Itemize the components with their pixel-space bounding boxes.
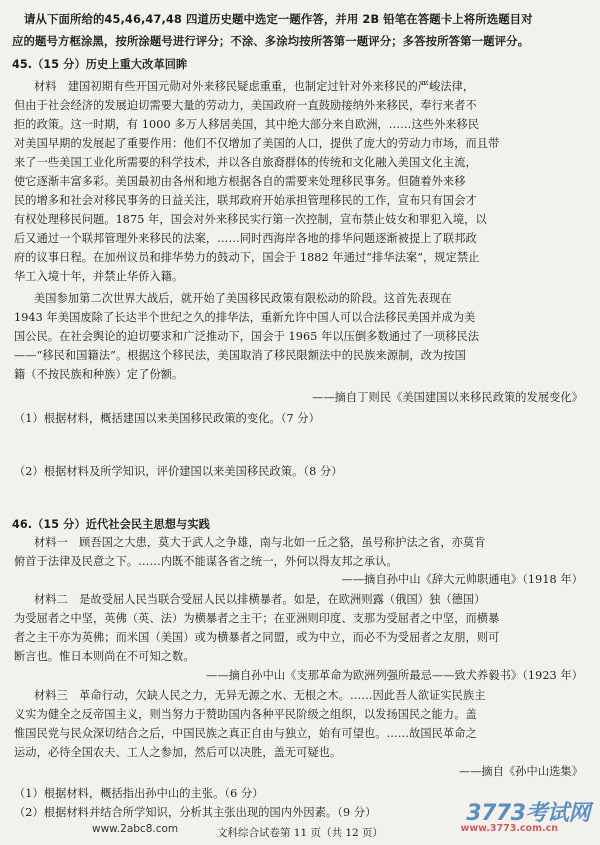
instruction-line-1: 请从下面所给的45,46,47,48 四道历史题中选定一题作答，并用 2B 铅笔在答题卡上将所选题目对 [24, 12, 533, 26]
q45-material-line: 有权处理移民问题。1875 年，国会对外来移民实行第一次控制，宣布禁止妓女和罪犯入境，以 [14, 213, 487, 226]
q45-question-2: （2）根据材料及所学知识，评价建国以来美国移民政策。（8 分） [14, 465, 343, 478]
q46-material-1-source: ——摘自孙中山《辞大元帅职通电》（1918 年） [341, 573, 583, 586]
q46-material-1-line: 材料一 顾吾国之大患，莫大于武人之争雄，南与北如一丘之貉，虽号称护法之省，亦莫肯 [34, 536, 486, 549]
q45-material-line: 对美国早期的发展起了重要作用：他们不仅增加了美国的人口，提供了庞大的劳动力市场，而且带 [14, 137, 500, 150]
q46-material-2-line: 者之主干亦为英佛；而米国（美国）或为横暴者之同盟，或为中立，而必不为受屈者之友朋，则可 [14, 631, 500, 644]
q46-question-2: （2）根据材料并结合所学知识，分析其主张出现的国内外因素。（9 分） [14, 806, 377, 819]
q46-material-1-line: 俯首于法律及民意之下。……内既不能谋各省之统一，外何以得友邦之承认。 [14, 555, 398, 568]
q46-material-3-source: ——摘自《孙中山选集》 [458, 765, 583, 778]
q45-material-line: 拒的政策。这一时期，有 1000 多万人移居美国，其中绝大部分来自欧洲，……这些外来移民 [14, 118, 480, 131]
q46-title: 46.（15 分）近代社会民主思想与实践 [12, 518, 210, 531]
q46-material-2-line: 材料二 是故受屈人民当联合受屈人民以排横暴者。如是，在欧洲则露（俄国）独（德国） [34, 593, 486, 606]
source-site-watermark: www.2abc8.com [92, 823, 179, 835]
q45-material-line: 材料 建国初期有些开国元勋对外来移民疑虑重重，也制定过针对外来移民的严峻法律， [34, 80, 475, 93]
q45-material-line: 华工入境十年，并禁止华侨入籍。 [14, 270, 184, 283]
q45-material-line: 1943 年美国废除了长达半个世纪之久的排华法，重新允许中国人可以合法移民美国并成为美 [14, 311, 476, 324]
q45-material-line: 美国参加第二次世界大战后，就开始了美国移民政策有限松动的阶段。这首先表现在 [34, 292, 452, 305]
exam-site-logo-watermark: 3773考试网 [466, 801, 590, 826]
q45-title: 45.（15 分）历史上重大改革回眸 [12, 58, 188, 71]
q45-material-line: 来了一些美国工业化所需要的科学技术，并以各自旅裔群体的传统和文化融入美国文化主流， [14, 156, 477, 169]
exam-site-url-watermark: www.3773.com.cn [460, 823, 558, 834]
instruction-line-2: 应的题号方框涂黑，按所涂题号进行评分；不涂、多涂均按所答第一题评分；多答按所答第一题评分。 [12, 34, 530, 48]
q45-material-line: 府的议事日程。在加州议员和排华势力的鼓动下，国会于 1882 年通过“排华法案”，规定禁止 [14, 251, 480, 264]
q45-material-line: 但由于社会经济的发展迫切需要大量的劳动力，美国政府一直鼓励接纳外来移民，奉行来者不 [14, 99, 477, 112]
q46-material-2-source: ——摘自孙中山《支那革命为欧洲列强所最忌——致犬养毅书》（1923 年） [206, 669, 583, 682]
q45-material-line: 使它逐渐丰富多彩。美国最初由各州和地方根据各自的需要来处理移民事务。但随着外来移 [14, 175, 466, 188]
q45-question-1: （1）根据材料，概括建国以来美国移民政策的变化。（7 分） [14, 412, 320, 425]
q45-source: ——摘自丁则民《美国建国以来移民政策的发展变化》 [312, 391, 583, 404]
q46-question-1: （1）根据材料，概括指出孙中山的主张。（6 分） [14, 787, 264, 800]
q46-material-2-line: 为受屈者之中坚，英佛（英、法）为横暴者之主干；在亚洲则印度、支那为受屈者之中坚，而横暴 [14, 612, 500, 625]
q45-material-line: 籍（不按民族和种族）定了份额。 [14, 368, 184, 381]
q45-material-line: ——“移民和国籍法”。根据这个移民法，美国取消了移民限额法中的民族来源制，改为按国 [14, 349, 466, 362]
q46-material-3-line: 义实为健全之反帝国主义，则当努力于赞助国内各种平民阶级之组织，以发扬国民之能力。盖 [14, 708, 477, 721]
q45-material-line: 后又通过一个联邦管理外来移民的法案，……同时西海岸各地的排华问题逐渐被提上了联邦政 [14, 232, 477, 245]
q46-material-3-line: 惟国民党与民众深切结合之后，中国民族之真正自由与独立，始有可望也。……故国民革命之 [14, 727, 477, 740]
q46-material-3-line: 运动，必待全国农夫、工人之参加，然后可以决胜，盖无可疑也。 [14, 746, 342, 759]
q45-material-line: 国公民。在社会舆论的迫切要求和广泛推动下，国会于 1965 年以压倒多数通过了一项移民法 [14, 330, 480, 343]
page-footer: 文科综合试卷第 11 页（共 12 页） [216, 827, 384, 839]
q45-material-line: 民的增多和社会对移民事务的日益关注，联邦政府开始承担管理移民的工作，宣布只有国会才 [14, 194, 477, 207]
q46-material-3-line: 材料三 革命行动，欠缺人民之力，无异无源之水、无根之木。……因此吾人欲证实民族主 [34, 689, 486, 702]
q46-material-2-line: 断言也。惟日本则尚在不可知之数。 [14, 650, 195, 663]
